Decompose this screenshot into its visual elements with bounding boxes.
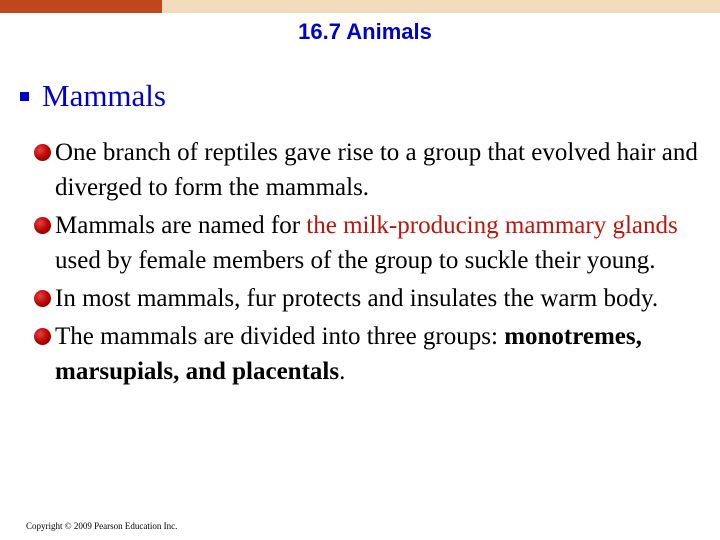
square-bullet-icon	[20, 92, 29, 101]
bullet-text-post: .	[339, 358, 346, 385]
bullet-item	[55, 319, 705, 389]
bullet-text-pre: The mammals are divided into three groups:	[55, 323, 505, 350]
slide-header: 16.7 Animals	[298, 19, 432, 44]
top-accent-bar	[0, 0, 162, 13]
bullet-text-post: used by female members of the group to suckle their young.	[55, 247, 656, 274]
bullet-text: In most mammals, fur protects and insulates the warm body.	[55, 285, 659, 312]
bold-text: monotremes, marsupials, and placentals	[55, 323, 642, 385]
bullet-text: One branch of reptiles gave rise to a group that evolved hair and diverged to form the mammals.	[55, 139, 698, 201]
bullet-item	[55, 135, 705, 205]
bullet-text-pre: Mammals are named for	[55, 212, 307, 239]
copyright-footer: Copyright © 2009 Pearson Education Inc.	[26, 521, 178, 531]
bullet-dot-icon	[34, 290, 51, 307]
bullet-dot-icon	[34, 144, 51, 161]
bullet-item	[55, 281, 705, 316]
section-title	[20, 78, 166, 114]
bullet-item	[55, 208, 705, 278]
bullet-dot-icon	[34, 217, 51, 234]
top-band	[162, 0, 720, 13]
section-title-text: Mammals	[42, 78, 166, 113]
bullet-list	[55, 135, 705, 392]
bullet-dot-icon	[34, 328, 51, 345]
highlight-text: the milk-producing mammary glands	[306, 212, 678, 239]
